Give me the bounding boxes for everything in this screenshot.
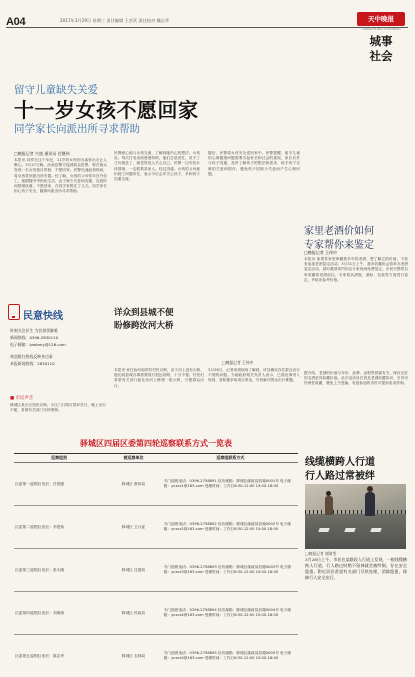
section-title-line2: 社会 (369, 49, 393, 63)
main-subhead: 同学家长向派出所寻求帮助 (14, 123, 140, 135)
hotline-title: 民意快线 (23, 311, 63, 322)
main-headline: 十一岁女孩不愿回家 (14, 98, 199, 122)
hotline-line-5: 本报新闻热线：2830110 (10, 361, 55, 366)
table-row (14, 506, 298, 549)
bridge-story-column-2: 3月28日，记者来到现场了解到，该处确实存在群众出行不便的问题。当地政府相关负责人表示，已将此事列入规划，将积极争取项目资金，尽快解决群众出行难题。 (208, 368, 300, 383)
table-cell-unit: 驿城区 住建局 (104, 549, 163, 592)
main-story-column-1 (14, 151, 107, 308)
table-cell-group: 区委第四巡察组 组长：刘海涛 (14, 592, 104, 635)
table-cell-unit: 驿城区 教体局 (104, 463, 163, 506)
phone-icon (8, 304, 20, 320)
cable-story-headline-1: 线缆横跨人行道 (305, 457, 375, 468)
table-cell-contact: 专门值班电话：0396-2758891 信访邮箱：驿城区邮政局信箱0001号 电子邮箱：ycxcz1@163.com 受理时间：工作日8:30-12:00 15:00-18:00 (163, 463, 298, 506)
column-header: 巡察组别 (14, 454, 104, 463)
hotline-line-3: 电子邮箱：tzwbmy@126.com (10, 342, 66, 347)
table-cell-contact: 专门值班电话：0396-2758894 信访邮箱：驿城区邮政局信箱0004号 电子邮箱：ycxcz4@163.com 受理时间：工作日8:30-12:00 15:00-18:00 (163, 592, 298, 635)
table-row (14, 549, 298, 592)
table-row (14, 635, 298, 677)
bridge-byline: □晚报记者 王伟中 (222, 360, 254, 365)
section-logo (357, 12, 405, 92)
cable-photo-caption: 3月28日上午，市民在某路段人行道上发现，一根线缆横跨人行道，行人路过时稍不留神就会被绊倒，存在安全隐患。附近居民希望有关部门尽快处理，消除隐患，保障行人安全出行。 (305, 557, 407, 580)
page-header (6, 16, 408, 28)
bridge-story-column-1: 本报讯 家住汝河南岸的村民反映，由于河上没有大桥，他们到县城办事需要绕行很远的路，十分不便。村民们希望有关部门能在汝河上修建一座大桥，方便群众出行。 (114, 368, 204, 388)
wine-story-headline-1: 家里老酒价如何 (304, 226, 374, 237)
wine-byline: □晚报记者 王伟中 (304, 250, 338, 255)
bridge-headline-2: 盼修跨汝河大桥 (114, 321, 174, 331)
table-header-row (14, 454, 298, 463)
cable-photo (305, 484, 406, 549)
cable-story-headline-2: 行人路过常被绊 (305, 471, 375, 482)
cable-photo-credit: □晚报记者 谢倩雯 (305, 551, 337, 556)
table-cell-group: 区委第一巡察组 组长：任国强 (14, 463, 104, 506)
inspection-table-section (14, 438, 298, 674)
memo-text: 驿城区某小区居民反映，小区门口路灯损坏多日，晚上出行不便，希望有关部门尽快维修。 (10, 403, 106, 413)
table-cell-contact: 专门值班电话：0396-2758895 信访邮箱：驿城区邮政局信箱0005号 电子邮箱：ycxcz5@163.com 受理时间：工作日8:30-12:00 15:00-18:00 (163, 635, 298, 677)
table-cell-unit: 驿城区 农林局 (104, 635, 163, 677)
table-row (14, 463, 298, 506)
main-story-column-2: 民警耐心地与女孩交流，了解到她内心的想法。女孩说，每次打电话给爸爸妈妈，他们总是说忙，说不了几句就挂了，她觉得没人关心自己。民警一边安抚女孩情绪，一边联系其家人。经过沟通，女孩的父母意识到了问题所在，表示今后会多关心孩子，多和孩子沟通交流。 (114, 151, 200, 182)
page-number: A04 (6, 16, 26, 28)
newspaper-logo: 天中晚报 (357, 12, 405, 26)
table-cell-contact: 专门值班电话：0396-2758893 信访邮箱：驿城区邮政局信箱0003号 电子邮箱：ycxcz3@163.com 受理时间：工作日8:30-12:00 15:00-18:00 (163, 549, 298, 592)
section-title-line1: 城事 (369, 34, 393, 48)
column-header: 被巡察单位 (104, 454, 163, 463)
table-title: 驿城区四届区委第四轮巡察联系方式一览表 (80, 439, 232, 448)
table-cell-unit: 驿城区 卫计委 (104, 506, 163, 549)
wine-story-headline-2: 专家帮你来鉴定 (304, 240, 374, 251)
main-story-column-3: 随后，民警将女孩安全送回家中。民警提醒，留守儿童的心理健康问题需要引起家长和社会的重视，家长应多与孩子沟通，及时了解孩子的想法和需求，给予孩子足够的关爱和陪伴，避免孩子因缺少关爱而产生心理问题。 (208, 151, 300, 176)
hotline-line-1: 时刻关注民生 为民排忧解难 (10, 328, 58, 333)
table-cell-group: 区委第三巡察组 组长：张永刚 (14, 549, 104, 592)
hotline-line-4: 欢迎拨打热线反映身边事 (10, 354, 53, 359)
wine-story-column-2: 据介绍，老酒的价值与年份、品牌、品相等因素有关，保存完好的名酒更具收藏价值。此次活动旨在普及老酒收藏知识，引导市民理性收藏，避免上当受骗。有意参加的市民可提前电话咨询。 (304, 371, 408, 386)
column-header: 巡察组联系方式 (163, 454, 298, 463)
main-byline: □晚报记者 兴盛 通讯员 任继伟 (14, 151, 70, 156)
hotline-line-2: 新闻热线：0396-2830110 (10, 335, 59, 340)
hotline-box (8, 300, 106, 388)
dateline: 2017年3月29日 星期三 责任编辑 王彦武 责任校对 魏志华 (60, 18, 170, 23)
table-cell-group: 区委第二巡察组 组长：李建伟 (14, 506, 104, 549)
main-story-text-1: 本报讯 同样在这个年纪，11岁的女孩因为离家出走让人揪心。3月27日晚，汝南县警方接到群众报警，称在街头发现一名女孩独自徘徊，不愿回家。民警迅速赶到现场，将女孩带回派出所安置。经了解，女孩的父母常年在外务工，她跟随爷爷奶奶生活，由于缺少关爱和沟通，近段时间情绪低落，不愿回家，在同学家暂住了几天。同学家长担心孩子安全，随即向派出所寻求帮助。 (14, 158, 107, 194)
wine-story-column-1 (304, 250, 408, 370)
logo-subtitle: TIANZHONG EVENING (361, 27, 401, 31)
memo-header: ■ 市民声音 (10, 396, 34, 401)
table-cell-group: 区委第五巡察组 组长：陈志华 (14, 635, 104, 677)
table-cell-contact: 专门值班电话：0396-2758892 信访邮箱：驿城区邮政局信箱0002号 电子邮箱：ycxcz2@163.com 受理时间：工作日8:30-12:00 15:00-18:00 (163, 506, 298, 549)
wine-story-text-1: 本报讯 如果你家里珍藏着多年的老酒，想了解它的价值，不妨来参加老酒鉴定活动。3月31日上午，我市收藏协会将举办老酒鉴定活动，届时邀请省内知名专家现场免费鉴定。市民可携带自家收藏的老酒前往，专家将从酒瓶、酒标、包装等方面进行鉴定，并给出参考价格。 (304, 257, 408, 282)
inspection-table (14, 453, 298, 677)
main-kicker: 留守儿童缺失关爱 (14, 84, 98, 96)
bridge-headline-1: 详众到县城不便 (114, 308, 174, 318)
table-cell-unit: 驿城区 民政局 (104, 592, 163, 635)
table-row (14, 592, 298, 635)
